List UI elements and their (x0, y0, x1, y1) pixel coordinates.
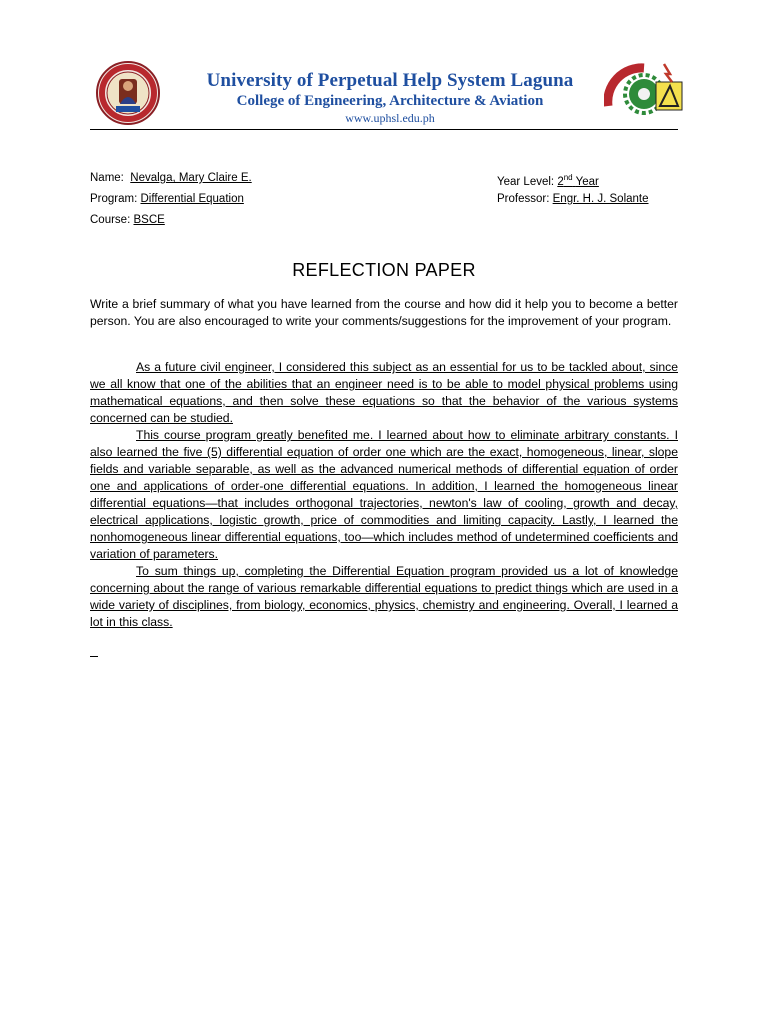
professor-row (497, 192, 649, 206)
name-row (90, 171, 252, 185)
header-divider (90, 129, 678, 130)
engineering-gear-logo-icon (604, 60, 688, 120)
university-name: University of Perpetual Help System Laguna (206, 70, 574, 91)
paragraph: As a future civil engineer, I considered this subject as an essential for us to be tackled about, since we all know that one of the abilities that an engineer need is to be able to model physical problems using mathematical equations, and then solve these equations so that the behavior of the various systems concerned can be studied. (90, 360, 678, 425)
program-label: Program: (90, 193, 138, 205)
instructions-text: Write a brief summary of what you have learned from the course and how did it help you to become a better person. You are also encouraged to write your comments/suggestions for the improvement of your program. (90, 297, 678, 328)
letterhead (160, 70, 620, 126)
name-label: Name: (90, 172, 124, 184)
college-name: College of Engineering, Architecture & Aviation (236, 93, 544, 109)
course-row (90, 213, 165, 227)
website-link[interactable]: www.uphsl.edu.ph (345, 111, 435, 125)
paragraph: To sum things up, completing the Differential Equation program provided us a lot of knowledge concerning about the range of various remarkable differential equations to predict things which are used in a wide variety of disciplines, from biology, economics, physics, chemistry and engineering. Overall, I learned a lot in this class. (90, 564, 678, 629)
program-row (90, 192, 244, 206)
year-label: Year Level: (497, 175, 555, 188)
reflection-body (90, 359, 678, 631)
text-cursor-mark (90, 656, 98, 657)
name-value: Nevalga, Mary Claire E. (130, 172, 252, 184)
professor-label: Professor: (497, 193, 550, 205)
course-value: BSCE (133, 214, 165, 226)
program-value: Differential Equation (140, 193, 244, 205)
course-label: Course: (90, 214, 131, 226)
year-value: 2nd Year (557, 173, 599, 188)
paragraph: This course program greatly benefited me. I learned about how to eliminate arbitrary constants. I also learned the five (5) differential equation of order one which are the exact, homogeneous, linear, slope fields and variable separable, as well as the advanced numerical methods of differential equation of order one and applications of order-one differential equations. In addition, I learned the homogeneous linear differential equations—that includes orthogonal trajectories, newton's law of cooling, growth and decay, electrical applications, logistic growth, price of commodities and limiting capacity. Lastly, I learned the nonhomogeneous linear differential equations, too—which includes method of undetermined coefficients and variation of parameters. (90, 428, 678, 561)
page-title: REFLECTION PAPER (292, 260, 476, 280)
year-row (497, 171, 599, 189)
university-seal-icon (94, 60, 162, 126)
professor-value: Engr. H. J. Solante (552, 193, 649, 205)
